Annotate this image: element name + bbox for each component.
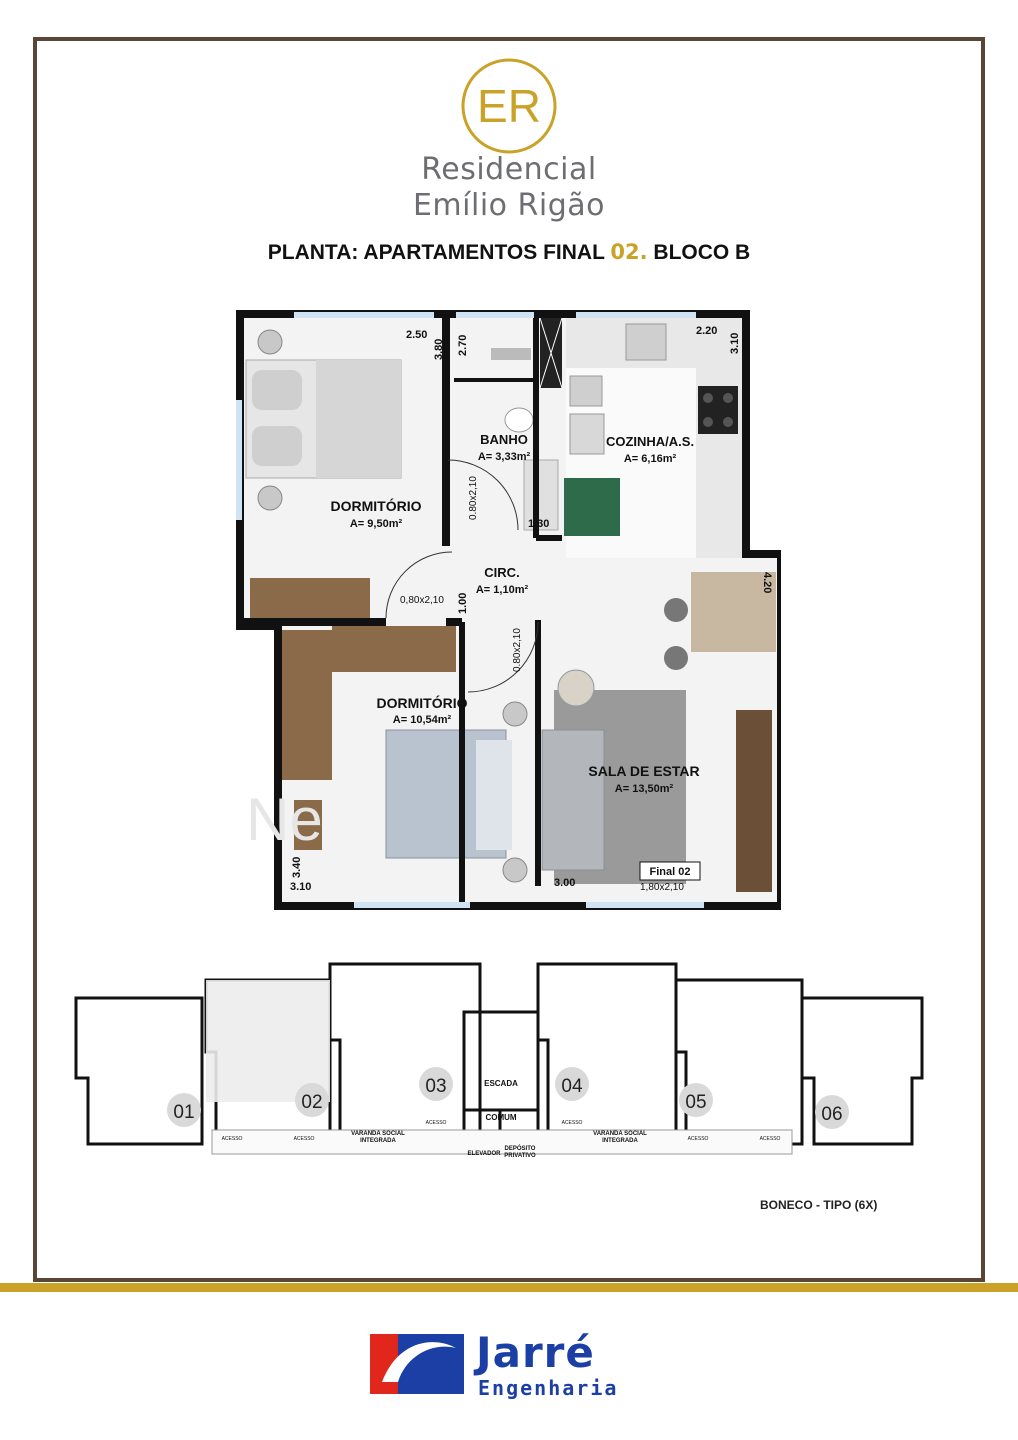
- jarre-logo-mark: [370, 1332, 466, 1396]
- dorm1-name: DORMITÓRIO: [330, 498, 422, 514]
- escada-label: ESCADA: [484, 1079, 518, 1088]
- floor-plan: [236, 310, 781, 910]
- dim-2-70: 2.70: [457, 334, 469, 356]
- company-subtitle: Engenharia: [478, 1376, 619, 1400]
- dim-3-10-bottom: 3.10: [290, 881, 312, 893]
- deposito-label-1: DEPÓSITO: [504, 1146, 536, 1152]
- acesso-05: ACESSO: [687, 1136, 709, 1142]
- title-number: 02.: [610, 240, 648, 264]
- comum-label: COMUM: [485, 1113, 517, 1122]
- door-dorm1-size: 0,80x2,10: [400, 595, 444, 606]
- unit-05: 05: [685, 1092, 707, 1113]
- unit-06: 06: [821, 1104, 843, 1125]
- dim-3-40: 3.40: [291, 856, 303, 878]
- final-tag: Final 02: [649, 866, 691, 878]
- dim-1-30: 1.30: [528, 518, 550, 530]
- varanda-left-1: VARANDA SOCIAL: [351, 1131, 405, 1137]
- acesso-02: ACESSO: [293, 1136, 315, 1142]
- banho-area: A= 3,33m²: [477, 451, 531, 463]
- unit-02: 02: [301, 1092, 323, 1113]
- cozinha-area: A= 6,16m²: [623, 453, 677, 465]
- elevador-label: ELEVADOR: [467, 1151, 501, 1157]
- varanda-right-2: INTEGRADA: [602, 1138, 638, 1144]
- deposito-label-2: PRIVATIVO: [504, 1153, 536, 1158]
- dim-4-20: 4.20: [761, 572, 773, 594]
- brand-name-line2: Emílio Rigão: [412, 188, 606, 223]
- dim-2-20: 2.20: [696, 325, 718, 337]
- cozinha-name: COZINHA/A.S.: [605, 434, 695, 449]
- door-dorm2-size: 0.80x2,10: [512, 628, 523, 672]
- title-suffix: BLOCO B: [647, 241, 751, 264]
- circ-area: A= 1,10m²: [475, 584, 529, 596]
- logo-monogram: ER: [477, 80, 541, 132]
- varanda-left-2: INTEGRADA: [360, 1138, 396, 1144]
- dorm1-area: A= 9,50m²: [349, 518, 403, 530]
- unit-01: 01: [173, 1102, 195, 1123]
- brand-name-line1: Residencial: [421, 152, 597, 187]
- dim-3-10-top: 3.10: [729, 332, 741, 354]
- banho-name: BANHO: [480, 432, 528, 447]
- title-prefix: PLANTA: APARTAMENTOS FINAL: [267, 241, 611, 264]
- watermark: Ne: [246, 786, 323, 853]
- acesso-04: ACESSO: [561, 1120, 583, 1126]
- circ-name: CIRC.: [484, 565, 520, 580]
- company-name: Jarré: [476, 1328, 595, 1377]
- sala-area: A= 13,50m²: [614, 783, 674, 795]
- page-title: [0, 240, 1018, 265]
- sala-name: SALA DE ESTAR: [588, 763, 700, 779]
- window-sala-size: 1,80x2,10: [640, 882, 684, 893]
- acesso-01: ACESSO: [221, 1136, 243, 1142]
- dim-2-50: 2.50: [406, 329, 428, 341]
- dorm2-name: DORMITÓRIO: [376, 695, 468, 711]
- dim-1-00: 1.00: [457, 592, 469, 614]
- typical-floor-caption: BONECO - TIPO (6X): [760, 1198, 878, 1212]
- unit-03: 03: [425, 1076, 447, 1097]
- door-banho-size: 0.80x2,10: [468, 476, 479, 520]
- unit-04: 04: [561, 1076, 583, 1097]
- acesso-06: ACESSO: [759, 1136, 781, 1142]
- dim-3-00: 3.00: [554, 877, 576, 889]
- dorm2-area: A= 10,54m²: [392, 714, 452, 726]
- dim-3-80: 3.80: [433, 338, 445, 360]
- gold-divider: [0, 1283, 1018, 1292]
- typical-floor-diagram: [72, 958, 952, 1158]
- acesso-03: ACESSO: [425, 1120, 447, 1126]
- er-monogram-logo: [459, 56, 559, 156]
- varanda-right-1: VARANDA SOCIAL: [593, 1131, 647, 1137]
